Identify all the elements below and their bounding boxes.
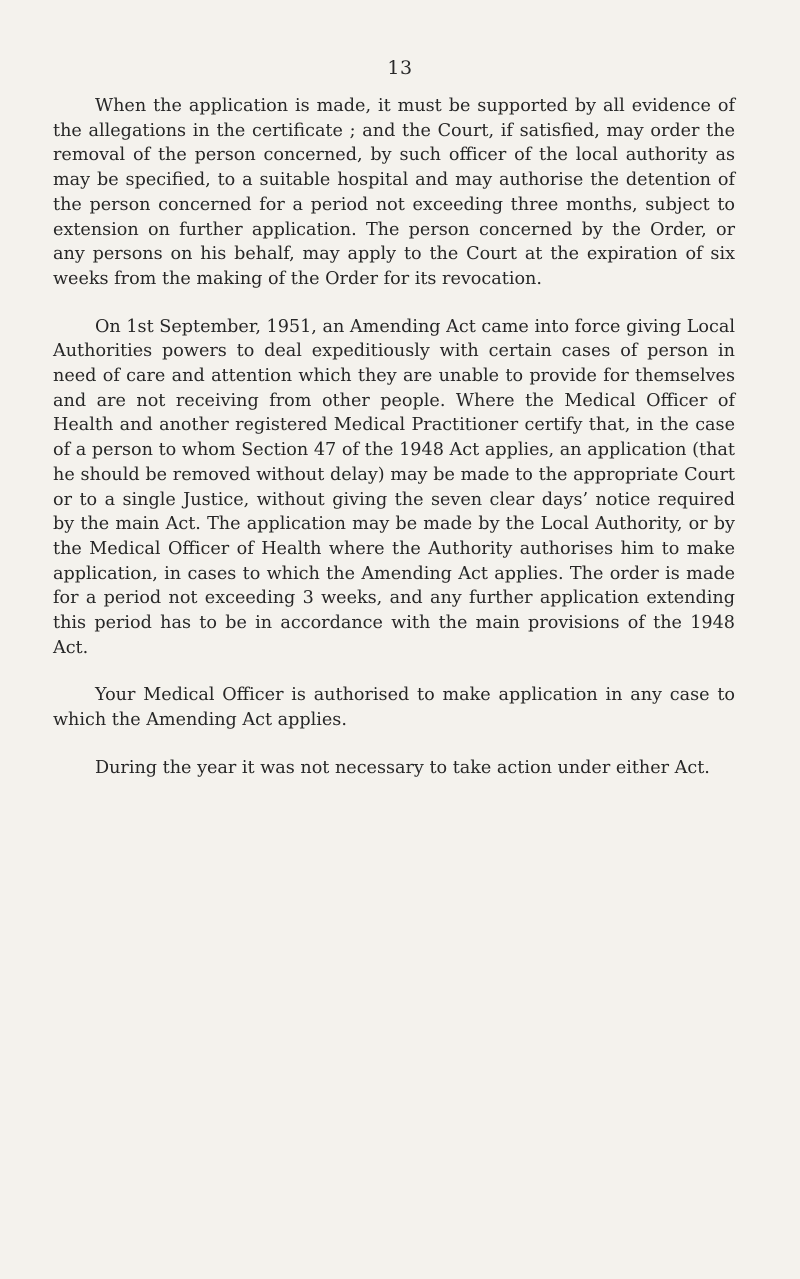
page-number: 13 [387,57,413,79]
paragraph-removal-order: When the application is made, it must be supported by all evidence of the allegations in the certificate ; and the Court, if satisfied, may order the removal of the person concerned, by such officer of the local authority as may be specified, to a suitable hospital and may authorise the detention of the person concerned for a period not exceeding three months, subject to extension on further application. The person concerned by the Order, or any persons on his behalf, may apply to the Court at the expiration of six weeks from the making of the Order for its revocation. [53,96,735,289]
body-text [53,94,735,781]
paragraph-no-action: During the year it was not necessary to take action under either Act. [95,757,710,778]
paragraph-authorisation: Your Medical Officer is authorised to make application in any case to which the Amending Act applies. [53,685,735,731]
paragraph-amending-act: On 1st September, 1951, an Amending Act came into force giving Local Authorities powers to deal expeditiously with certain cases of person in need of care and attention which they are unable to provide for themselves and are not receiving from other people. Where the Medical Officer of Health and another registered Medical Practitioner certify that, in the case of a person to whom Section 47 of the 1948 Act applies, an application (that he should be removed without delay) may be made to the appropriate Court or to a single Justice, without giving the seven clear days’ notice required by the main Act. The application may be made by the Local Authority, or by the Medical Officer of Health where the Authority authorises him to make application, in cases to which the Amending Act applies. The order is made for a period not exceeding 3 weeks, and any further application extending this period has to be in accordance with the main provisions of the 1948 Act. [53,316,735,658]
